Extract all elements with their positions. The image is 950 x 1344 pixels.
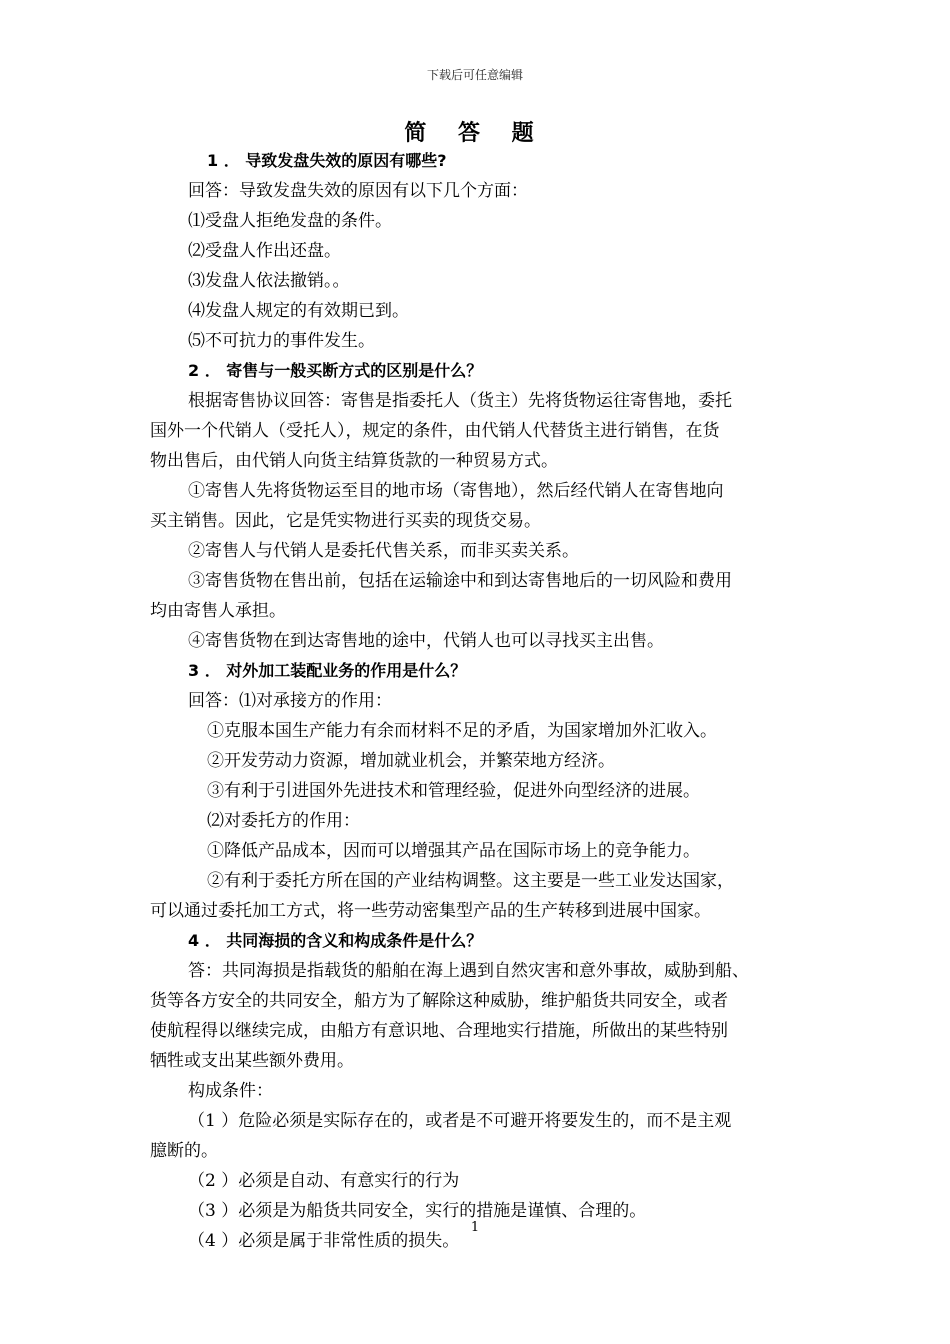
text-line: ⑷发盘人规定的有效期已到。: [188, 301, 409, 321]
text-line: 货等各方安全的共同安全，船方为了解除这种威胁，维护船货共同安全，或者: [150, 991, 728, 1011]
text-line: ①克服本国生产能力有余而材料不足的矛盾，为国家增加外汇收入。: [207, 721, 717, 741]
text-line: （2 ）必须是自动、有意实行的行为: [188, 1171, 460, 1191]
text-line: ③寄售货物在售出前，包括在运输途中和到达寄售地后的一切风险和费用: [188, 571, 732, 591]
text-line: ⑸不可抗力的事件发生。: [188, 331, 375, 351]
text-line: ⑴受盘人拒绝发盘的条件。: [188, 211, 392, 231]
text-line: 答：共同海损是指载货的船舶在海上遇到自然灾害和意外事故，威胁到船、: [188, 961, 749, 981]
page-title: 简 答 题: [404, 121, 546, 146]
document-body: [150, 146, 810, 1256]
text-line: ①降低产品成本，因而可以增强其产品在国际市场上的竞争能力。: [207, 841, 700, 861]
text-line: 构成条件：: [188, 1081, 273, 1101]
text-line: 牺牲或支出某些额外费用。: [150, 1051, 354, 1071]
text-line: 国外一个代销人（受托人），规定的条件，由代销人代替货主进行销售，在货: [150, 421, 720, 441]
text-line: （3 ）必须是为船货共同安全，实行的措施是谨慎、合理的。: [188, 1201, 647, 1221]
text-line: ⑵对委托方的作用：: [207, 811, 360, 831]
question-heading: 3 ． 对外加工装配业务的作用是什么？: [188, 661, 467, 680]
text-line: （4 ）必须是属于非常性质的损失。: [188, 1231, 460, 1251]
text-line: ②有利于委托方所在国的产业结构调整。这主要是一些工业发达国家，: [207, 871, 734, 891]
text-line: （1 ）危险必须是实际存在的，或者是不可避开将要发生的，而不是主观: [188, 1111, 732, 1131]
question-heading: 2 ． 寄售与一般买断方式的区别是什么？: [188, 361, 483, 380]
text-line: 回答：导致发盘失效的原因有以下几个方面：: [188, 181, 528, 201]
text-line: 均由寄售人承担。: [150, 601, 286, 621]
text-line: 根据寄售协议回答：寄售是指委托人（货主）先将货物运往寄售地，委托: [188, 391, 732, 411]
text-line: ④寄售货物在到达寄售地的途中，代销人也可以寻找买主出售。: [188, 631, 664, 651]
text-line: 可以通过委托加工方式，将一些劳动密集型产品的生产转移到进展中国家。: [150, 901, 711, 921]
text-line: ①寄售人先将货物运至目的地市场（寄售地），然后经代销人在寄售地向: [188, 481, 724, 501]
text-line: 臆断的。: [150, 1141, 218, 1161]
question-heading: 1 ． 导致发盘失效的原因有哪些?: [207, 151, 447, 170]
page-number: 1: [470, 1220, 480, 1235]
text-line: ③有利于引进国外先进技术和管理经验，促进外向型经济的进展。: [207, 781, 700, 801]
text-line: 买主销售。因此，它是凭实物进行买卖的现货交易。: [150, 511, 541, 531]
question-heading: 4 ． 共同海损的含义和构成条件是什么？: [188, 931, 483, 950]
text-line: ②开发劳动力资源，增加就业机会，并繁荣地方经济。: [207, 751, 615, 771]
text-line: ⑶发盘人依法撤销。。: [188, 271, 350, 291]
text-line: ②寄售人与代销人是委托代售关系，而非买卖关系。: [188, 541, 579, 561]
page-header: 下载后可任意编辑: [426, 68, 523, 82]
text-line: 使航程得以继续完成，由船方有意识地、合理地实行措施，所做出的某些特别: [150, 1021, 728, 1041]
text-line: 物出售后，由代销人向货主结算货款的一种贸易方式。: [150, 451, 558, 471]
text-line: ⑵受盘人作出还盘。: [188, 241, 341, 261]
text-line: 回答：⑴对承接方的作用：: [188, 691, 392, 711]
